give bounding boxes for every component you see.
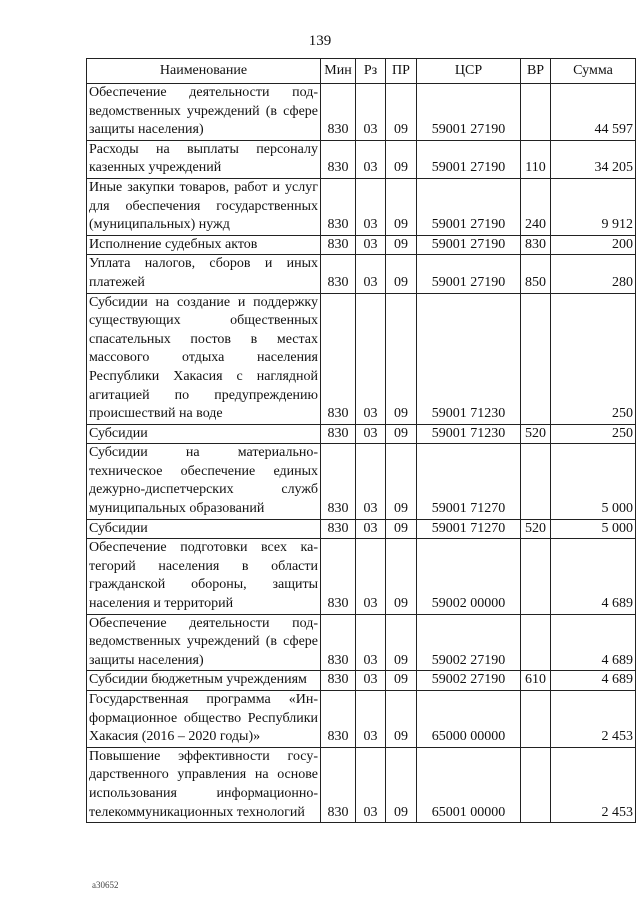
row-pr-cell: 09 — [386, 614, 417, 671]
row-min-cell: 830 — [321, 747, 356, 822]
row-vr-cell: 610 — [521, 671, 551, 691]
row-sum-cell: 250 — [551, 424, 636, 444]
row-csr-cell: 59001 27190 — [417, 255, 521, 293]
row-csr-cell: 59001 71230 — [417, 424, 521, 444]
header-rz: Рз — [356, 59, 386, 84]
row-name-cell: Уплата налогов, сборов и иных платежей — [87, 255, 321, 293]
table-row — [87, 519, 636, 539]
table-row — [87, 178, 636, 235]
budget-table — [86, 58, 636, 823]
row-vr-cell — [521, 691, 551, 748]
row-sum-cell: 280 — [551, 255, 636, 293]
row-sum-cell: 250 — [551, 293, 636, 424]
row-name-cell: Обеспечение деятельности подведомственных учреждений (в сфере защиты населения) — [87, 84, 321, 141]
row-sum-cell: 5 000 — [551, 519, 636, 539]
row-csr-cell: 59002 27190 — [417, 614, 521, 671]
row-csr-cell: 65000 00000 — [417, 691, 521, 748]
table-row — [87, 84, 636, 141]
table-row — [87, 614, 636, 671]
row-pr-cell: 09 — [386, 691, 417, 748]
table-row — [87, 539, 636, 614]
row-name-cell: Иные закупки товаров, работ и услуг для обеспечения государственных (муниципальных) нужд — [87, 178, 321, 235]
header-csr: ЦСР — [417, 59, 521, 84]
table-row — [87, 293, 636, 424]
row-vr-cell: 520 — [521, 519, 551, 539]
row-rz-cell: 03 — [356, 747, 386, 822]
row-csr-cell: 59001 27190 — [417, 84, 521, 141]
row-pr-cell: 09 — [386, 519, 417, 539]
row-rz-cell: 03 — [356, 444, 386, 519]
row-pr-cell: 09 — [386, 140, 417, 178]
row-vr-cell — [521, 444, 551, 519]
row-min-cell: 830 — [321, 178, 356, 235]
table-row — [87, 747, 636, 822]
row-pr-cell: 09 — [386, 235, 417, 255]
row-sum-cell: 4 689 — [551, 671, 636, 691]
row-min-cell: 830 — [321, 84, 356, 141]
row-name-cell: Субсидии — [87, 424, 321, 444]
footer-code: а30652 — [92, 880, 119, 890]
row-rz-cell: 03 — [356, 140, 386, 178]
row-name-cell: Расходы на выплаты персоналу казенных учреждений — [87, 140, 321, 178]
row-sum-cell: 200 — [551, 235, 636, 255]
table-row — [87, 140, 636, 178]
row-min-cell: 830 — [321, 691, 356, 748]
row-csr-cell: 59001 27190 — [417, 140, 521, 178]
row-name-cell: Государственная программа «Информационное общество Республики Хакасия (2016 – 2020 годы)» — [87, 691, 321, 748]
row-rz-cell: 03 — [356, 255, 386, 293]
row-vr-cell: 850 — [521, 255, 551, 293]
row-min-cell: 830 — [321, 140, 356, 178]
row-rz-cell: 03 — [356, 178, 386, 235]
row-rz-cell: 03 — [356, 235, 386, 255]
row-name-cell: Повышение эффективности государственного управления на основе использования информационно-телекоммуникационных технологий — [87, 747, 321, 822]
row-min-cell: 830 — [321, 444, 356, 519]
row-pr-cell: 09 — [386, 539, 417, 614]
row-min-cell: 830 — [321, 519, 356, 539]
row-pr-cell: 09 — [386, 84, 417, 141]
row-vr-cell: 830 — [521, 235, 551, 255]
row-min-cell: 830 — [321, 671, 356, 691]
row-csr-cell: 59002 00000 — [417, 539, 521, 614]
header-name: Наименование — [87, 59, 321, 84]
row-vr-cell: 520 — [521, 424, 551, 444]
row-min-cell: 830 — [321, 293, 356, 424]
row-csr-cell: 59001 71270 — [417, 444, 521, 519]
row-rz-cell: 03 — [356, 84, 386, 141]
row-sum-cell: 34 205 — [551, 140, 636, 178]
row-name-cell: Обеспечение подготовки всех категорий населения в области гражданской обороны, защиты населения и территорий — [87, 539, 321, 614]
row-pr-cell: 09 — [386, 424, 417, 444]
row-rz-cell: 03 — [356, 614, 386, 671]
header-pr: ПР — [386, 59, 417, 84]
row-pr-cell: 09 — [386, 178, 417, 235]
row-pr-cell: 09 — [386, 255, 417, 293]
row-rz-cell: 03 — [356, 691, 386, 748]
header-sum: Сумма — [551, 59, 636, 84]
row-csr-cell: 59001 27190 — [417, 178, 521, 235]
row-vr-cell: 110 — [521, 140, 551, 178]
row-sum-cell: 9 912 — [551, 178, 636, 235]
row-name-cell: Субсидии на создание и поддержку существующих общественных спасательных постов в местах массового отдыха населения Республики Хакасия с наглядной агитацией по предупреждению происшествий на воде — [87, 293, 321, 424]
row-sum-cell: 5 000 — [551, 444, 636, 519]
row-min-cell: 830 — [321, 539, 356, 614]
row-rz-cell: 03 — [356, 424, 386, 444]
row-pr-cell: 09 — [386, 671, 417, 691]
row-name-cell: Обеспечение деятельности подведомственных учреждений (в сфере защиты населения) — [87, 614, 321, 671]
row-csr-cell: 65001 00000 — [417, 747, 521, 822]
row-rz-cell: 03 — [356, 519, 386, 539]
table-row — [87, 424, 636, 444]
row-sum-cell: 44 597 — [551, 84, 636, 141]
table-row — [87, 255, 636, 293]
header-vr: ВР — [521, 59, 551, 84]
row-vr-cell — [521, 614, 551, 671]
row-sum-cell: 4 689 — [551, 614, 636, 671]
header-min: Мин — [321, 59, 356, 84]
row-rz-cell: 03 — [356, 293, 386, 424]
row-csr-cell: 59001 71270 — [417, 519, 521, 539]
row-rz-cell: 03 — [356, 539, 386, 614]
row-vr-cell — [521, 293, 551, 424]
table-row — [87, 671, 636, 691]
row-sum-cell: 2 453 — [551, 691, 636, 748]
row-pr-cell: 09 — [386, 444, 417, 519]
row-min-cell: 830 — [321, 614, 356, 671]
row-csr-cell: 59001 71230 — [417, 293, 521, 424]
row-vr-cell — [521, 747, 551, 822]
row-vr-cell: 240 — [521, 178, 551, 235]
table-header-row — [87, 59, 636, 84]
row-name-cell: Субсидии — [87, 519, 321, 539]
row-name-cell: Субсидии бюджетным учреждениям — [87, 671, 321, 691]
row-vr-cell — [521, 84, 551, 141]
row-csr-cell: 59002 27190 — [417, 671, 521, 691]
table-row — [87, 235, 636, 255]
row-min-cell: 830 — [321, 235, 356, 255]
table-row — [87, 691, 636, 748]
row-rz-cell: 03 — [356, 671, 386, 691]
table-row — [87, 444, 636, 519]
row-name-cell: Исполнение судебных актов — [87, 235, 321, 255]
row-csr-cell: 59001 27190 — [417, 235, 521, 255]
row-vr-cell — [521, 539, 551, 614]
row-pr-cell: 09 — [386, 747, 417, 822]
row-pr-cell: 09 — [386, 293, 417, 424]
row-sum-cell: 2 453 — [551, 747, 636, 822]
row-min-cell: 830 — [321, 424, 356, 444]
row-name-cell: Субсидии на материально-техническое обеспечение единых дежурно-диспетчерских служб муниципальных образований — [87, 444, 321, 519]
row-min-cell: 830 — [321, 255, 356, 293]
page-number: 139 — [308, 33, 332, 49]
row-sum-cell: 4 689 — [551, 539, 636, 614]
